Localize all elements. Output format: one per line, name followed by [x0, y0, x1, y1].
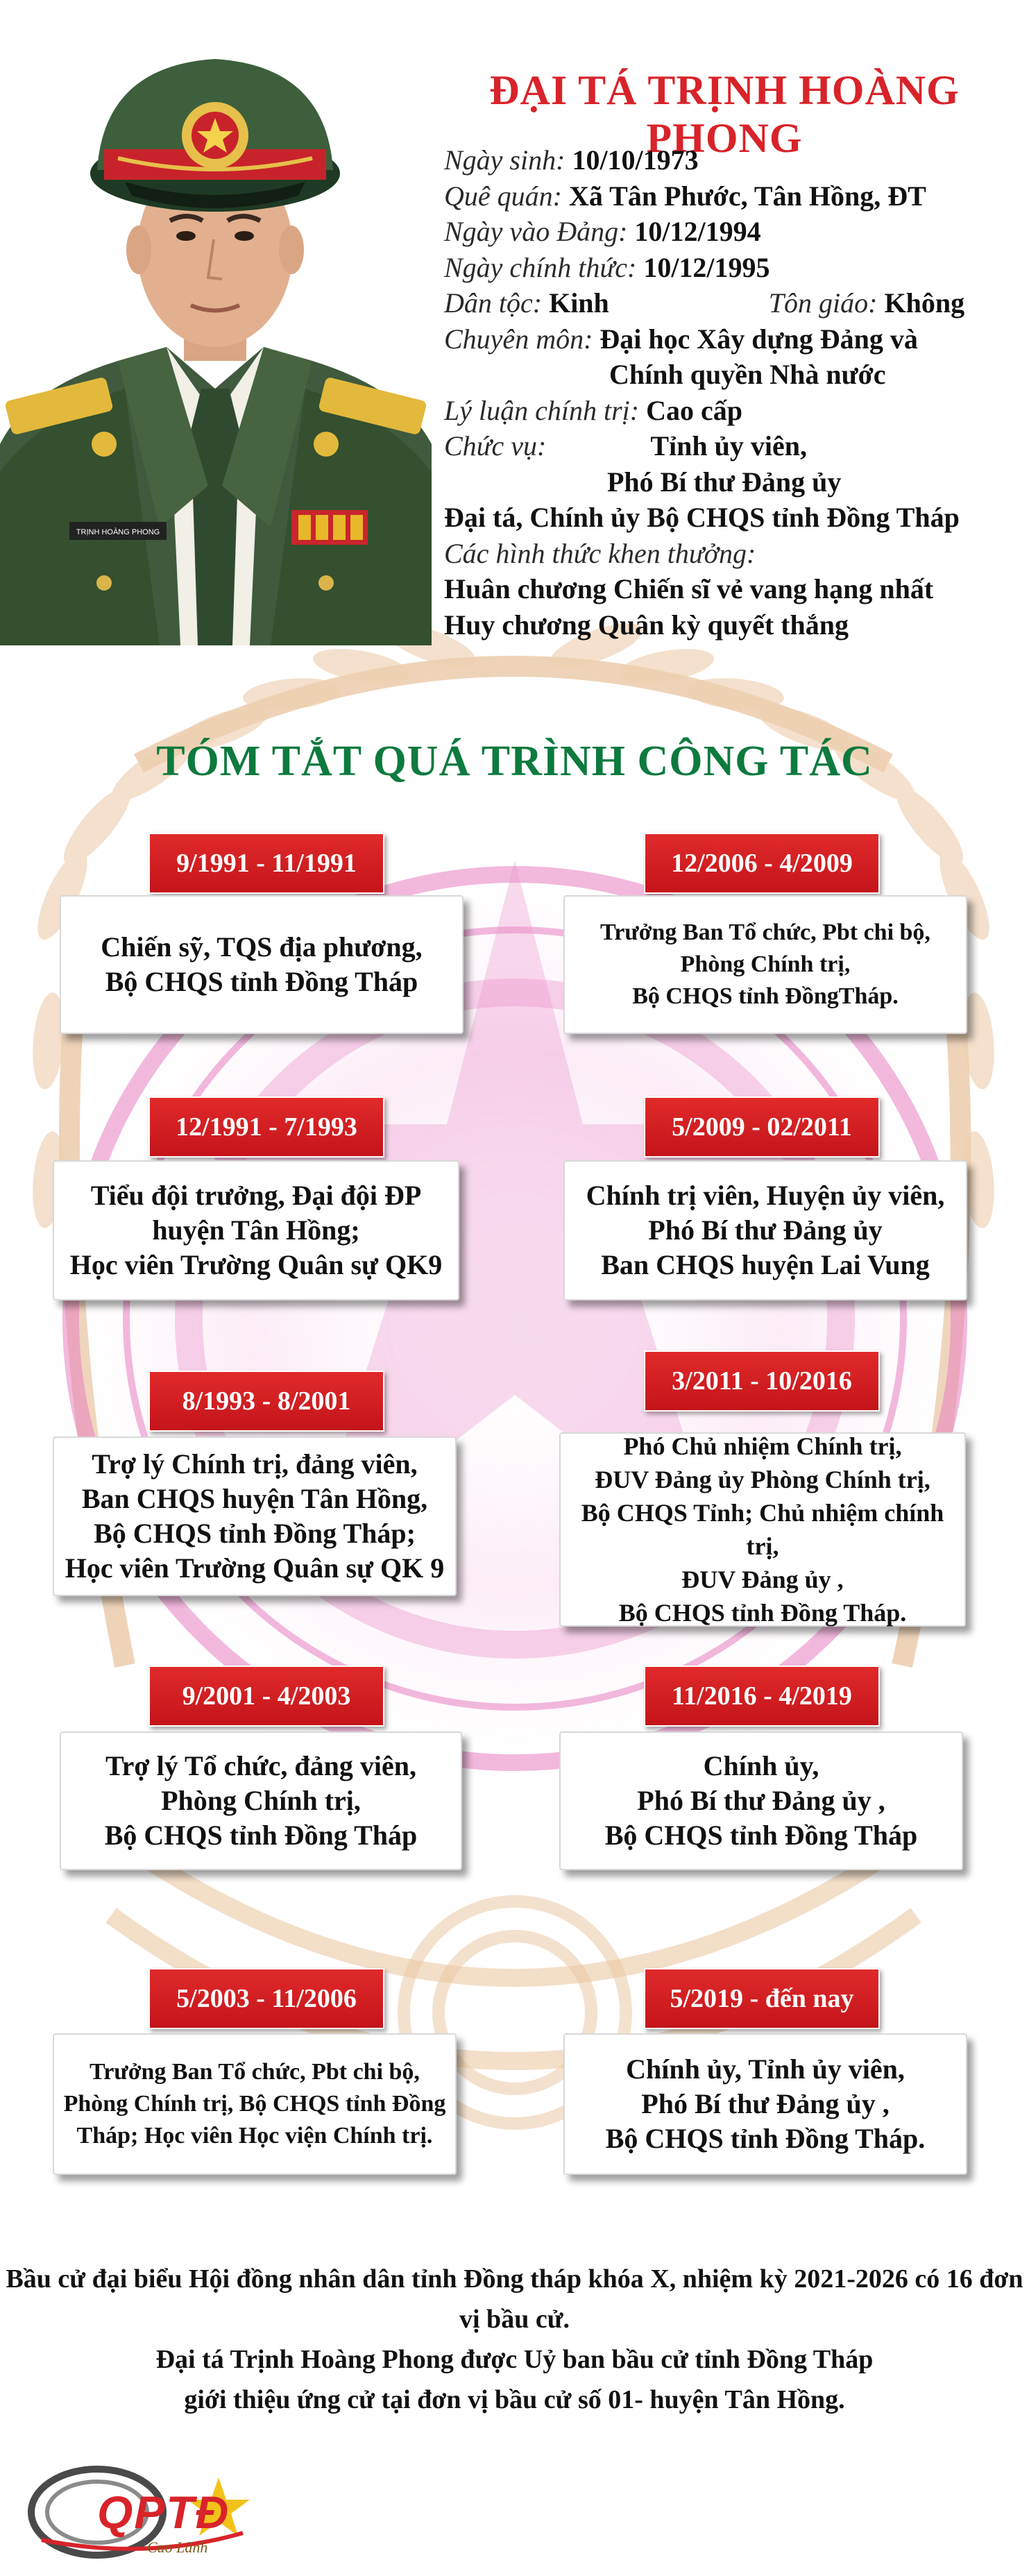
logo-subtext: Cao Lãnh — [147, 2539, 208, 2556]
timeline-entry: Chính ủy, Phó Bí thư Đảng ủy , Bộ CHQS tỉnh Đồng Tháp — [559, 1731, 963, 1870]
footer-line-1: Bầu cử đại biểu Hội đồng nhân dân tỉnh Đồng tháp khóa X, nhiệm kỳ 2021-2026 có 16 đơn vị bầu cử. — [6, 2264, 1023, 2334]
timeline-date: 11/2016 - 4/2019 — [644, 1666, 880, 1727]
birth-value: 10/10/1973 — [572, 144, 699, 176]
name-tag: TRỊNH HOÀNG PHONG — [76, 528, 160, 536]
award-2: Huy chương Quân kỳ quyết thắng — [444, 609, 849, 641]
specialty-value-1: Đại học Xây dựng Đảng và — [599, 323, 918, 355]
timeline-entry: Trợ lý Chính trị, đảng viên, Ban CHQS huyện Tân Hồng, Bộ CHQS tỉnh Đồng Tháp; Học viên Trường Quân sự QK 9 — [53, 1437, 457, 1596]
timeline-date: 3/2011 - 10/2016 — [644, 1350, 880, 1412]
theory-label: Lý luận chính trị: — [444, 394, 640, 426]
timeline-date: 8/1993 - 8/2001 — [148, 1371, 384, 1432]
religion-value: Không — [884, 287, 965, 319]
timeline-entry: Trợ lý Tổ chức, đảng viên, Phòng Chính trị, Bộ CHQS tỉnh Đồng Tháp — [60, 1731, 462, 1870]
timeline-date: 5/2019 - đến nay — [644, 1968, 880, 2029]
footer-note — [0, 2259, 1029, 2420]
hometown-value: Xã Tân Phước, Tân Hồng, ĐT — [568, 180, 926, 212]
official-value: 10/12/1995 — [643, 251, 770, 283]
logo-text: QPTĐ — [97, 2486, 230, 2538]
hometown-label: Quê quán: — [444, 180, 562, 212]
timeline-date: 12/1991 - 7/1993 — [148, 1096, 384, 1158]
birth-label: Ngày sinh: — [444, 144, 565, 176]
specialty-value-2: Chính quyền Nhà nước — [609, 359, 886, 390]
position-value-3: Đại tá, Chính ủy Bộ CHQS tỉnh Đồng Tháp — [444, 502, 960, 533]
position-value-2: Phó Bí thư Đảng ủy — [607, 466, 842, 498]
timeline-entry: Chính trị viên, Huyện ủy viên, Phó Bí thư Đảng ủy Ban CHQS huyện Lai Vung — [563, 1160, 967, 1300]
ethnic-value: Kinh — [549, 287, 609, 319]
party-join-value: 10/12/1994 — [634, 216, 761, 247]
timeline-date: 9/1991 - 11/1991 — [148, 833, 384, 894]
position-label: Chức vụ: — [444, 430, 547, 461]
timeline-date: 5/2003 - 11/2006 — [148, 1968, 384, 2029]
timeline-date: 9/2001 - 4/2003 — [148, 1666, 384, 1727]
timeline-date: 5/2009 - 02/2011 — [644, 1096, 880, 1158]
timeline-entry: Trưởng Ban Tổ chức, Pbt chi bộ, Phòng Chính trị, Bộ CHQS tỉnh Đồng Tháp; Học viên Học viện Chính trị. — [53, 2033, 457, 2175]
timeline-entry: Chiến sỹ, TQS địa phương, Bộ CHQS tỉnh Đồng Tháp — [60, 895, 464, 1034]
person-name: ĐẠI TÁ TRỊNH HOÀNG PHONG — [489, 67, 960, 161]
portrait-photo — [0, 0, 432, 645]
position-value-1: Tỉnh ủy viên, — [650, 430, 807, 461]
personal-info — [444, 142, 1027, 643]
theory-value: Cao cấp — [646, 394, 742, 426]
official-label: Ngày chính thức: — [444, 251, 637, 283]
timeline-entry: Phó Chủ nhiệm Chính trị, ĐUV Đảng ủy Phòng Chính trị, Bộ CHQS Tỉnh; Chủ nhiệm chính trị, ĐUV Đảng ủy , Bộ CHQS tỉnh Đồng Tháp. — [559, 1432, 966, 1627]
specialty-label: Chuyên môn: — [444, 323, 593, 355]
timeline-entry: Trưởng Ban Tổ chức, Pbt chi bộ, Phòng Chính trị, Bộ CHQS tỉnh ĐồngTháp. — [563, 895, 967, 1034]
footer-line-3: giới thiệu ứng cử tại đơn vị bầu cử số 01- huyện Tân Hồng. — [184, 2385, 845, 2414]
timeline-date: 12/2006 - 4/2009 — [644, 833, 880, 894]
party-join-label: Ngày vào Đảng: — [444, 216, 628, 247]
religion-label: Tôn giáo: — [768, 287, 878, 319]
timeline-entry: Chính ủy, Tỉnh ủy viên, Phó Bí thư Đảng ủy , Bộ CHQS tỉnh Đồng Tháp. — [563, 2033, 967, 2175]
section-title: TÓM TẮT QUÁ TRÌNH CÔNG TÁC — [156, 738, 873, 785]
timeline-entry: Tiểu đội trưởng, Đại đội ĐP huyện Tân Hồng; Học viên Trường Quân sự QK9 — [53, 1160, 459, 1300]
ethnic-label: Dân tộc: — [444, 287, 543, 319]
awards-label: Các hình thức khen thưởng: — [444, 537, 756, 569]
award-1: Huân chương Chiến sĩ vẻ vang hạng nhất — [444, 573, 934, 604]
footer-line-2: Đại tá Trịnh Hoàng Phong được Uỷ ban bầu cử tỉnh Đồng Tháp — [155, 2345, 874, 2374]
